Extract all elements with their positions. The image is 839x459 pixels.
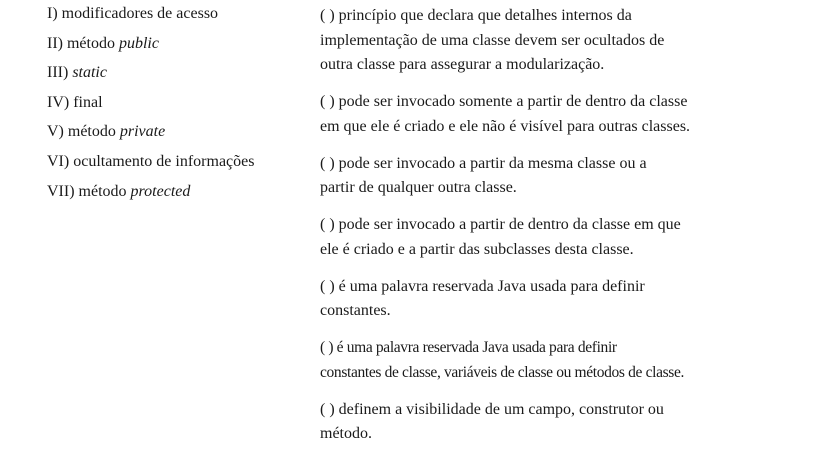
statement-3: [320, 152, 820, 201]
statement-line: constantes.: [320, 302, 391, 319]
statement-line: em que ele é criado e ele não é visível para outras classes.: [320, 117, 691, 135]
statement-line: ( ) princípio que declara que detalhes internos da: [320, 7, 632, 24]
statement-line: ( ) pode ser invocado a partir de dentro da classe em que: [320, 216, 681, 233]
statement-line: ( ) é uma palavra reservada Java usada para definir: [320, 339, 617, 356]
statement-line: implementação de uma classe devem ser ocultados de: [320, 31, 665, 49]
statement-4: [320, 213, 820, 262]
statement-line: partir de qualquer outra classe.: [320, 179, 517, 196]
statement-line: ( ) pode ser invocado a partir da mesma classe ou a: [320, 154, 647, 172]
item-5: V) método private: [47, 123, 166, 141]
item-2: II) método public: [47, 34, 159, 52]
statement-line: constantes de classe, variáveis de classe ou métodos de classe.: [320, 363, 685, 381]
item-7: VII) método protected: [47, 182, 191, 200]
right-column-statements: [320, 4, 820, 447]
statement-1: [320, 4, 820, 78]
statement-line: ele é criado e a partir das subclasses desta classe.: [320, 240, 634, 258]
statement-6: [320, 336, 820, 385]
item-6: VI) ocultamento de informações: [47, 152, 255, 170]
item-3: III) static: [47, 64, 107, 82]
statement-line: ( ) é uma palavra reservada Java usada para definir: [320, 277, 645, 295]
statement-line: outra classe para assegurar a modularização.: [320, 56, 605, 73]
item-1: I) modificadores de acesso: [47, 5, 219, 22]
statement-7: [320, 398, 820, 447]
statement-5: [320, 275, 820, 324]
statement-line: ( ) definem a visibilidade de um campo, construtor ou: [320, 400, 664, 418]
item-4: IV) final: [47, 93, 103, 111]
left-column-items: [47, 4, 307, 211]
statement-line: ( ) pode ser invocado somente a partir de dentro da classe: [320, 93, 688, 110]
statement-2: [320, 90, 820, 139]
statement-line: método.: [320, 425, 372, 442]
